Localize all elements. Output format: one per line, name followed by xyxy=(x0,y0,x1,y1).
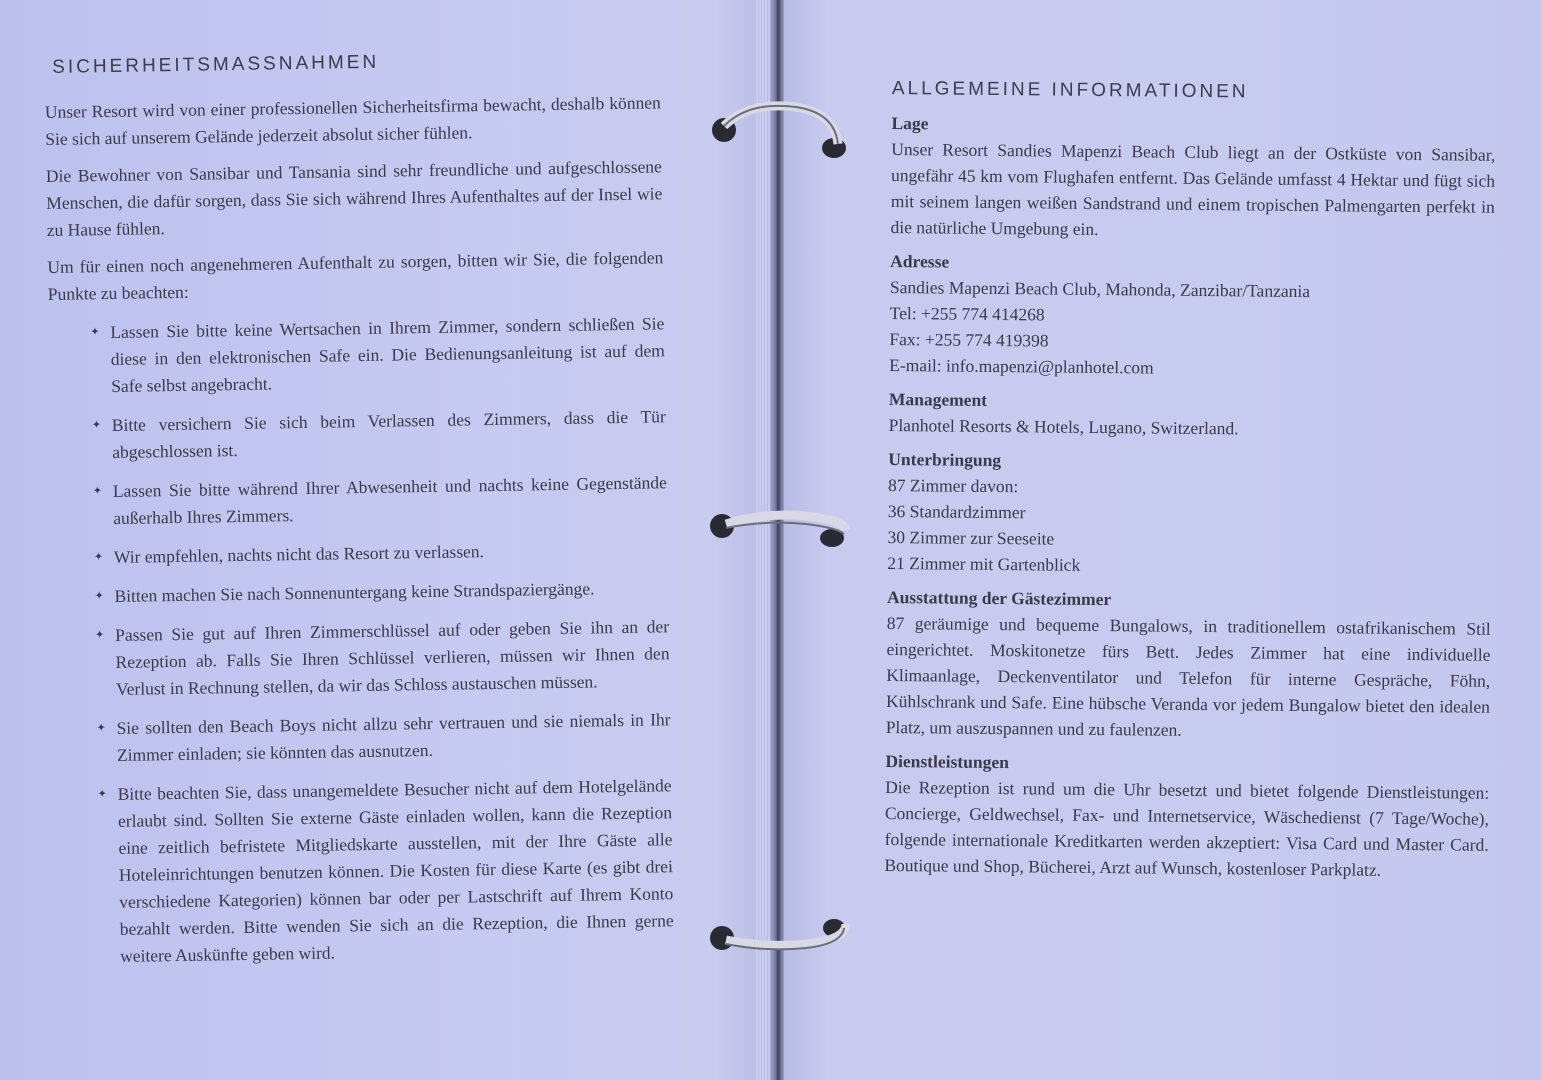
security-bullet-list xyxy=(48,310,674,971)
paragraph: Um für einen noch angenehmeren Aufenthalt zu sorgen, bitten wir Sie, die folgenden Punkte zu beachten: xyxy=(47,247,664,304)
accommodation-line: 87 Zimmer davon: xyxy=(887,474,1019,497)
general-info-heading: ALLGEMEINE INFORMATIONEN xyxy=(891,77,1249,103)
accommodation-line: 36 Standardzimmer xyxy=(887,500,1026,523)
bullet-icon: ✦ xyxy=(90,326,100,339)
list-item: ✦ Sie sollten den Beach Boys nicht allzu sehr vertrauen und sie niemals in Ihr Zimmer einladen; sie könnten das ausnutzen. xyxy=(96,709,671,765)
room-features-title: Ausstattung der Gästezimmer xyxy=(886,586,1112,610)
management-title: Management xyxy=(888,388,988,410)
paragraph: Die Bewohner von Sansibar und Tansania sind sehr freundliche und aufgeschlossene Menschen, die dafür sorgen, dass Sie sich während Ihres Aufenthaltes auf der Insel wie zu Hause fühlen. xyxy=(45,156,663,240)
list-item: ✦ Lassen Sie bitte während Ihrer Abwesenheit und nachts keine Gegenstände außerhalb Ihres Zimmers. xyxy=(92,472,667,528)
bullet-icon: ✦ xyxy=(91,419,102,432)
binder-ring-icon xyxy=(706,498,856,558)
services-title: Dienstleistungen xyxy=(885,750,1009,773)
address-line: Sandies Mapenzi Beach Club, Mahonda, Zanzibar/Tanzania xyxy=(889,276,1311,302)
bullet-icon: ✦ xyxy=(95,629,105,642)
general-info-section xyxy=(884,76,1496,884)
accommodation-title: Unterbringung xyxy=(888,448,1002,471)
list-item: ✦ Bitten machen Sie nach Sonnenuntergang keine Strandspaziergänge. xyxy=(114,574,668,610)
binder-ring-icon xyxy=(706,910,856,970)
management-text: Planhotel Resorts & Hotels, Lugano, Switzerland. xyxy=(888,414,1239,439)
location-text: Unser Resort Sandies Mapenzi Beach Club liegt an der Ostküste von Sansibar, ungefähr 45 km vom Flughafen entfernt. Das Gelände umfasst 4 Hektar und fügt sich mit seinem langen weißen Sandstrand und einem tropischen Palmengarten perfekt in die natürliche Umgebung ein. xyxy=(890,138,1496,239)
phone-number: Tel: +255 774 414268 xyxy=(889,302,1045,325)
list-item: ✦ Wir empfehlen, nachts nicht das Resort zu verlassen. xyxy=(114,535,668,571)
accommodation-line: 21 Zimmer mit Gartenblick xyxy=(887,552,1081,575)
paragraph: Unser Resort wird von einer professionellen Sicherheitsfirma bewacht, deshalb können Sie sich auf unserem Gelände jederzeit absolut sicher fühlen. xyxy=(44,92,661,149)
bullet-icon: ✦ xyxy=(97,788,107,801)
email-address: E-mail: info.mapenzi@planhotel.com xyxy=(889,354,1154,378)
accommodation-line: 30 Zimmer zur Seeseite xyxy=(887,526,1055,549)
bullet-icon: ✦ xyxy=(94,590,104,603)
list-item: ✦ Lassen Sie bitte keine Wertsachen in Ihrem Zimmer, sondern schließen Sie diese in den elektronischen Safe ein. Die Bedienungsanleitung ist auf dem Safe selbst angebracht. xyxy=(90,313,665,396)
location-title: Lage xyxy=(891,112,929,134)
security-heading: SICHERHEITSMASSNAHMEN xyxy=(52,51,380,78)
list-item: ✦ Passen Sie gut auf Ihren Zimmerschlüssel auf oder geben Sie ihn an der Rezeption ab. Falls Sie Ihren Schlüssel verlieren, müssen wir Ihnen den Verlust in Rechnung stellen, da wir das Schloss austauschen müssen. xyxy=(95,616,670,699)
address-title: Adresse xyxy=(890,250,950,272)
list-item: ✦ Bitte versichern Sie sich beim Verlassen des Zimmers, dass die Tür abgeschlossen ist. xyxy=(91,406,666,462)
list-item: ✦ Bitte beachten Sie, dass unangemeldete Besucher nicht auf dem Hotelgelände erlaubt sind. Sollten Sie externe Gäste einladen wollen, kann die Rezeption eine zeitlich befristete Mitgliedskarte ausstellen, mit der Ihre Gäste alle Hoteleinrichtungen benutzen können. Die Kosten für diese Karte (es gibt drei verschiedene Kategorien) können bar oder per Lastschrift auf Ihrem Konto bezahlt werden. Bitte wenden Sie sich an die Rezeption, die Ihnen gerne weitere Auskünfte geben wird. xyxy=(97,775,674,966)
bullet-icon: ✦ xyxy=(92,485,103,498)
room-features-text: 87 geräumige und bequeme Bungalows, in traditionellem ostafrikanischem Stil eingerichtet. Moskitonetze fürs Bett. Jedes Zimmer hat eine individuelle Klimaanlage, Deckenventilator und Telefon für interne Gespräche, Föhn, Kühlschrank und Safe. Eine hübsche Veranda vor jedem Bungalow bietet den idealen Platz, um auszuspannen und zu faulenzen. xyxy=(885,612,1491,740)
bullet-icon: ✦ xyxy=(96,722,106,735)
bullet-icon: ✦ xyxy=(93,551,104,564)
services-text: Die Rezeption ist rund um die Uhr besetzt und bietet folgende Dienstleistungen: Concierge, Geldwechsel, Fax- und Internetservice, Wäschedienst (7 Tage/Woche), folgende internationale Kreditkarten werden akzeptiert: Visa Card und Master Card. Boutique und Shop, Bücherei, Arzt auf Wunsch, kostenloser Parkplatz. xyxy=(884,776,1490,880)
fax-number: Fax: +255 774 419398 xyxy=(889,328,1049,351)
binder-ring-icon xyxy=(706,100,856,160)
security-section xyxy=(44,44,675,983)
